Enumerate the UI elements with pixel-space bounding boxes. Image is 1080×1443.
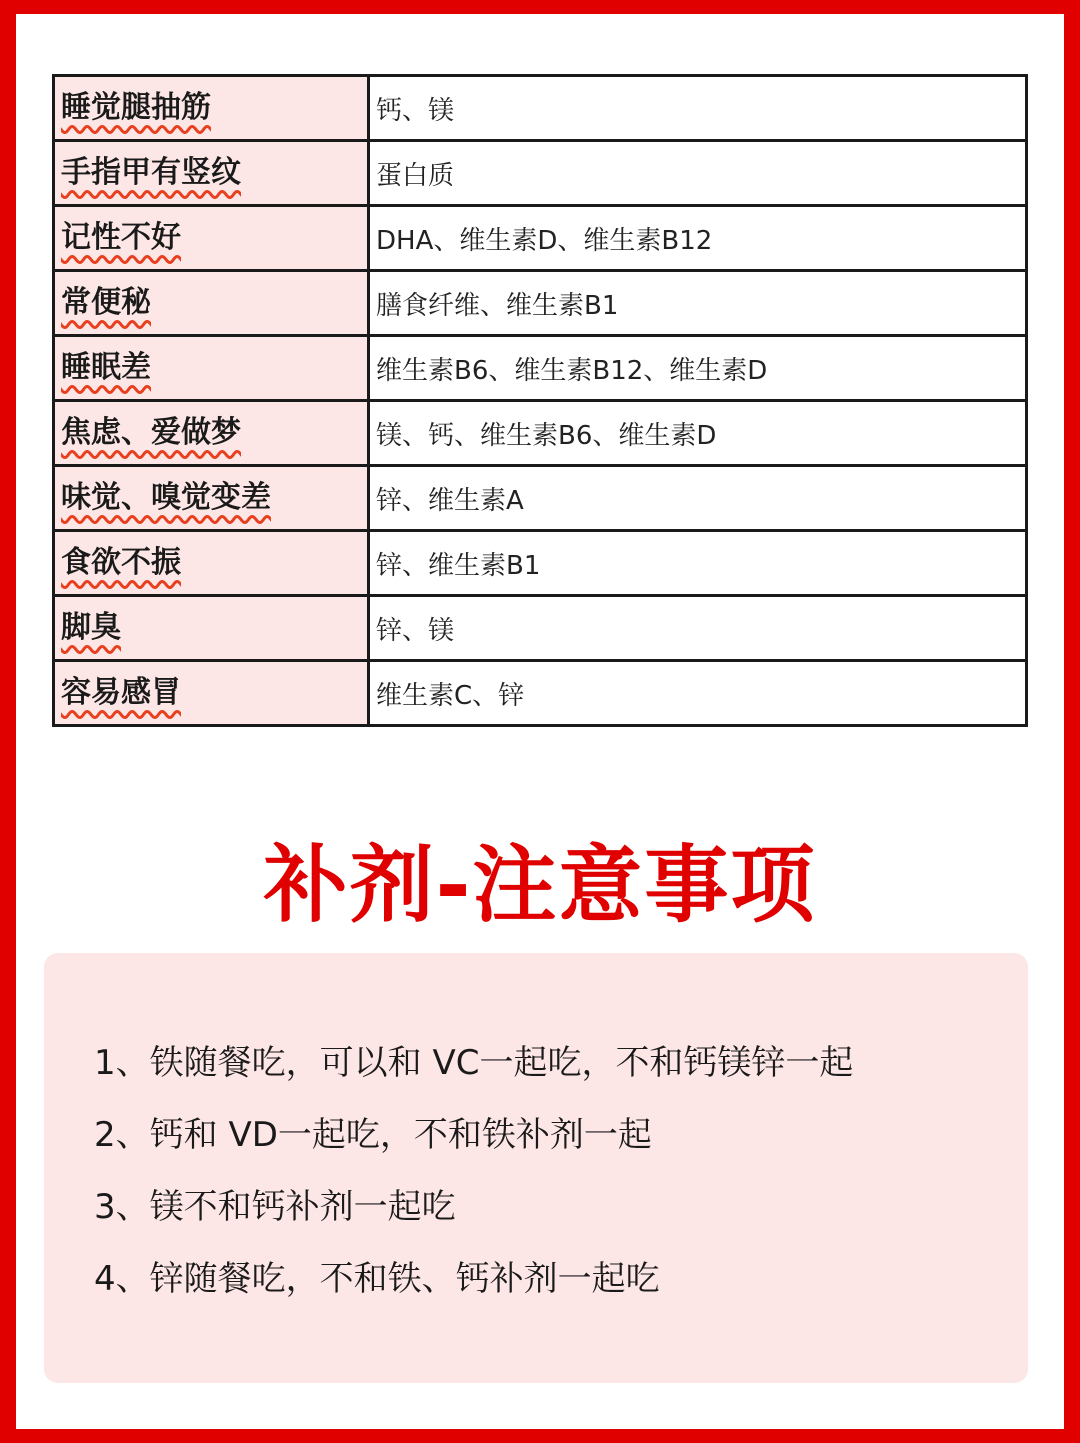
symptom-cell (54, 596, 369, 661)
symptom-cell (54, 531, 369, 596)
nutrient-label: 锌、维生素B1 (376, 550, 541, 581)
note-item: 3、镁不和钙补剂一起吃 (94, 1187, 456, 1227)
table-row (54, 76, 1027, 141)
symptom-cell (54, 661, 369, 726)
symptom-label: 常便秘 (61, 285, 151, 320)
symptom-label: 记性不好 (61, 220, 181, 255)
section-title: 补剂-注意事项 (263, 836, 817, 934)
notes-panel (44, 953, 1028, 1383)
symptom-label: 手指甲有竖纹 (61, 155, 241, 190)
symptom-label: 睡眠差 (61, 350, 151, 385)
nutrient-cell (369, 466, 1027, 531)
nutrient-label: 锌、维生素A (376, 485, 524, 516)
nutrient-cell (369, 141, 1027, 206)
nutrient-label: 镁、钙、维生素B6、维生素D (376, 420, 717, 451)
nutrient-label: 膳食纤维、维生素B1 (376, 290, 619, 321)
symptom-label: 食欲不振 (61, 545, 181, 580)
note-item: 2、钙和 VD一起吃，不和铁补剂一起 (94, 1115, 652, 1155)
nutrient-label: 维生素B6、维生素B12、维生素D (376, 355, 768, 386)
table-row (54, 596, 1027, 661)
table-row (54, 271, 1027, 336)
symptom-nutrient-table (52, 74, 1028, 727)
table-row (54, 141, 1027, 206)
nutrient-label: DHA、维生素D、维生素B12 (376, 225, 713, 256)
symptom-cell (54, 141, 369, 206)
table-row (54, 336, 1027, 401)
symptom-label: 睡觉腿抽筋 (61, 90, 211, 125)
symptom-cell (54, 401, 369, 466)
table-row (54, 401, 1027, 466)
nutrient-label: 维生素C、锌 (376, 680, 525, 711)
symptom-cell (54, 76, 369, 141)
nutrient-label: 蛋白质 (376, 160, 455, 191)
nutrient-cell (369, 336, 1027, 401)
note-item: 1、铁随餐吃，可以和 VC一起吃，不和钙镁锌一起 (94, 1043, 854, 1083)
symptom-label: 脚臭 (61, 610, 121, 645)
nutrient-label: 锌、镁 (376, 615, 455, 646)
symptom-label: 味觉、嗅觉变差 (61, 480, 271, 515)
nutrient-cell (369, 531, 1027, 596)
symptom-label: 容易感冒 (61, 675, 181, 710)
nutrient-cell (369, 76, 1027, 141)
symptom-cell (54, 466, 369, 531)
table-row (54, 661, 1027, 726)
nutrient-cell (369, 401, 1027, 466)
symptom-cell (54, 336, 369, 401)
symptom-label: 焦虑、爱做梦 (61, 415, 241, 450)
table-row (54, 466, 1027, 531)
table-row (54, 531, 1027, 596)
nutrient-cell (369, 206, 1027, 271)
nutrient-cell (369, 661, 1027, 726)
symptom-cell (54, 206, 369, 271)
nutrient-cell (369, 596, 1027, 661)
symptom-cell (54, 271, 369, 336)
nutrient-label: 钙、镁 (376, 95, 455, 126)
table-row (54, 206, 1027, 271)
note-item: 4、锌随餐吃，不和铁、钙补剂一起吃 (94, 1259, 660, 1299)
nutrient-cell (369, 271, 1027, 336)
